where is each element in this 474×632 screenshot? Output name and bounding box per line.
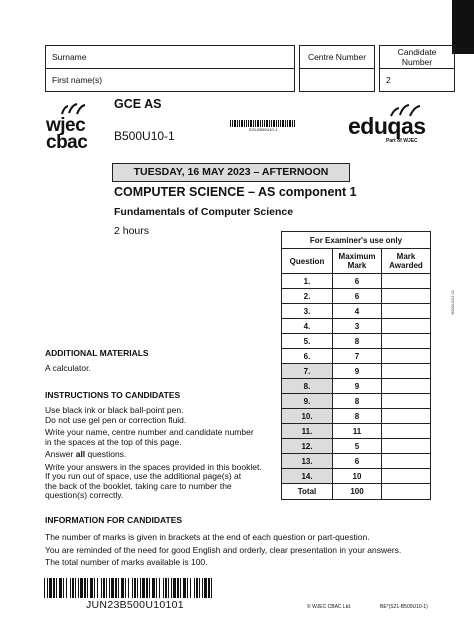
question-number: 12. (282, 439, 333, 454)
cbac-wordmark: cbac (46, 132, 88, 153)
wjec-cbac-logo (46, 103, 112, 153)
question-number: 9. (282, 394, 333, 409)
column-header-mark-awarded: Mark Awarded (382, 249, 431, 274)
footer-barcode (44, 578, 216, 598)
examiner-marks-table (281, 231, 431, 500)
question-number: 14. (282, 469, 333, 484)
maximum-mark: 9 (333, 364, 382, 379)
question-number: 4. (282, 319, 333, 334)
question-number: 10. (282, 409, 333, 424)
side-reference-code: B500U101 01 (450, 290, 455, 315)
additional-materials-text: A calculator. (45, 363, 91, 373)
maximum-mark: 9 (333, 379, 382, 394)
mark-awarded-cell[interactable] (382, 364, 431, 379)
examiner-table-row (282, 469, 431, 484)
copyright-notice: © WJEC CBAC Ltd. (307, 604, 352, 610)
mark-awarded-cell[interactable] (382, 379, 431, 394)
examiner-table-row (282, 304, 431, 319)
mark-awarded-cell[interactable] (382, 274, 431, 289)
wjec-wordmark: wjec (46, 115, 86, 136)
maximum-mark: 6 (333, 289, 382, 304)
mark-awarded-cell[interactable] (382, 394, 431, 409)
total-max-mark: 100 (333, 484, 382, 500)
top-barcode (230, 120, 296, 127)
examiner-table-row (282, 379, 431, 394)
maximum-mark: 6 (333, 274, 382, 289)
footer-reference: BE*(S21-B500U10-1) (380, 604, 428, 610)
total-label: Total (282, 484, 333, 500)
exam-date-banner: TUESDAY, 16 MAY 2023 – AFTERNOON (112, 163, 350, 182)
mark-awarded-cell[interactable] (382, 439, 431, 454)
mark-awarded-cell[interactable] (382, 469, 431, 484)
question-number: 7. (282, 364, 333, 379)
candidate-number-label: Candidate Number (380, 46, 455, 69)
examiner-table-row (282, 439, 431, 454)
maximum-mark: 3 (333, 319, 382, 334)
page-edge-marker (452, 0, 474, 54)
question-number: 3. (282, 304, 333, 319)
examiner-table-row (282, 319, 431, 334)
mark-awarded-cell[interactable] (382, 319, 431, 334)
examiner-table-title: For Examiner's use only (282, 232, 431, 249)
paper-title: Fundamentals of Computer Science (114, 206, 294, 218)
maximum-mark: 10 (333, 469, 382, 484)
first-names-label: First name(s) (46, 69, 295, 92)
maximum-mark: 11 (333, 424, 382, 439)
instructions-heading: INSTRUCTIONS TO CANDIDATES (45, 390, 181, 400)
information-paragraph: The number of marks is given in brackets at the end of each question or part-question. You are reminded of the need for good English and orderly, clear presentation in your answers. The total number of marks available is 100. (45, 532, 402, 567)
additional-materials-heading: ADDITIONAL MATERIALS (45, 348, 149, 358)
maximum-mark: 7 (333, 349, 382, 364)
mark-awarded-cell[interactable] (382, 424, 431, 439)
candidate-details-table (45, 45, 455, 92)
question-number: 5. (282, 334, 333, 349)
maximum-mark: 8 (333, 334, 382, 349)
footer-barcode-text: JUN23B500U10101 (86, 599, 184, 611)
question-number: 11. (282, 424, 333, 439)
question-number: 13. (282, 454, 333, 469)
subject-title: COMPUTER SCIENCE – AS component 1 (114, 185, 357, 199)
centre-number-label: Centre Number (300, 46, 375, 69)
examiner-table-row (282, 424, 431, 439)
maximum-mark: 4 (333, 304, 382, 319)
question-number: 1. (282, 274, 333, 289)
top-barcode-text: S23-B500U10-1 (248, 127, 278, 132)
examiner-table-row (282, 454, 431, 469)
eduqas-subtitle: Part of WJEC (386, 138, 418, 144)
mark-awarded-cell[interactable] (382, 454, 431, 469)
question-number: 2. (282, 289, 333, 304)
candidate-number-field[interactable]: 2 (380, 69, 455, 92)
mark-awarded-cell[interactable] (382, 289, 431, 304)
surname-label: Surname (46, 46, 295, 69)
mark-awarded-cell[interactable] (382, 409, 431, 424)
exam-duration: 2 hours (114, 225, 150, 237)
total-mark-awarded[interactable] (382, 484, 431, 500)
examiner-table-row (282, 289, 431, 304)
examiner-table-row (282, 394, 431, 409)
examiner-table-row (282, 274, 431, 289)
column-header-max-mark: Maximum Mark (333, 249, 382, 274)
maximum-mark: 6 (333, 454, 382, 469)
examiner-table-row (282, 334, 431, 349)
column-header-question: Question (282, 249, 333, 274)
maximum-mark: 8 (333, 409, 382, 424)
mark-awarded-cell[interactable] (382, 334, 431, 349)
information-heading: INFORMATION FOR CANDIDATES (45, 515, 183, 525)
examiner-table-row (282, 409, 431, 424)
eduqas-logo (348, 103, 428, 149)
eduqas-wordmark: eduqas (348, 113, 426, 139)
qualification-level: GCE AS (114, 97, 162, 111)
question-number: 6. (282, 349, 333, 364)
instructions-paragraph: Use black ink or black ball-point pen. Do not use gel pen or correction fluid. Write your name, centre number and candidate number in the spaces at the top of this page. Answer all questions. Write your answers in the spaces provided in this booklet. If you run out of space, use the additional page(s) at the back of the booklet, taking care to number the question(s) correctly. (45, 405, 262, 500)
centre-number-field[interactable] (300, 69, 375, 92)
question-number: 8. (282, 379, 333, 394)
logo-arcs-icon (60, 103, 100, 115)
mark-awarded-cell[interactable] (382, 349, 431, 364)
examiner-table-row (282, 349, 431, 364)
maximum-mark: 8 (333, 394, 382, 409)
paper-code: B500U10-1 (114, 129, 175, 143)
mark-awarded-cell[interactable] (382, 304, 431, 319)
examiner-table-row (282, 364, 431, 379)
maximum-mark: 5 (333, 439, 382, 454)
